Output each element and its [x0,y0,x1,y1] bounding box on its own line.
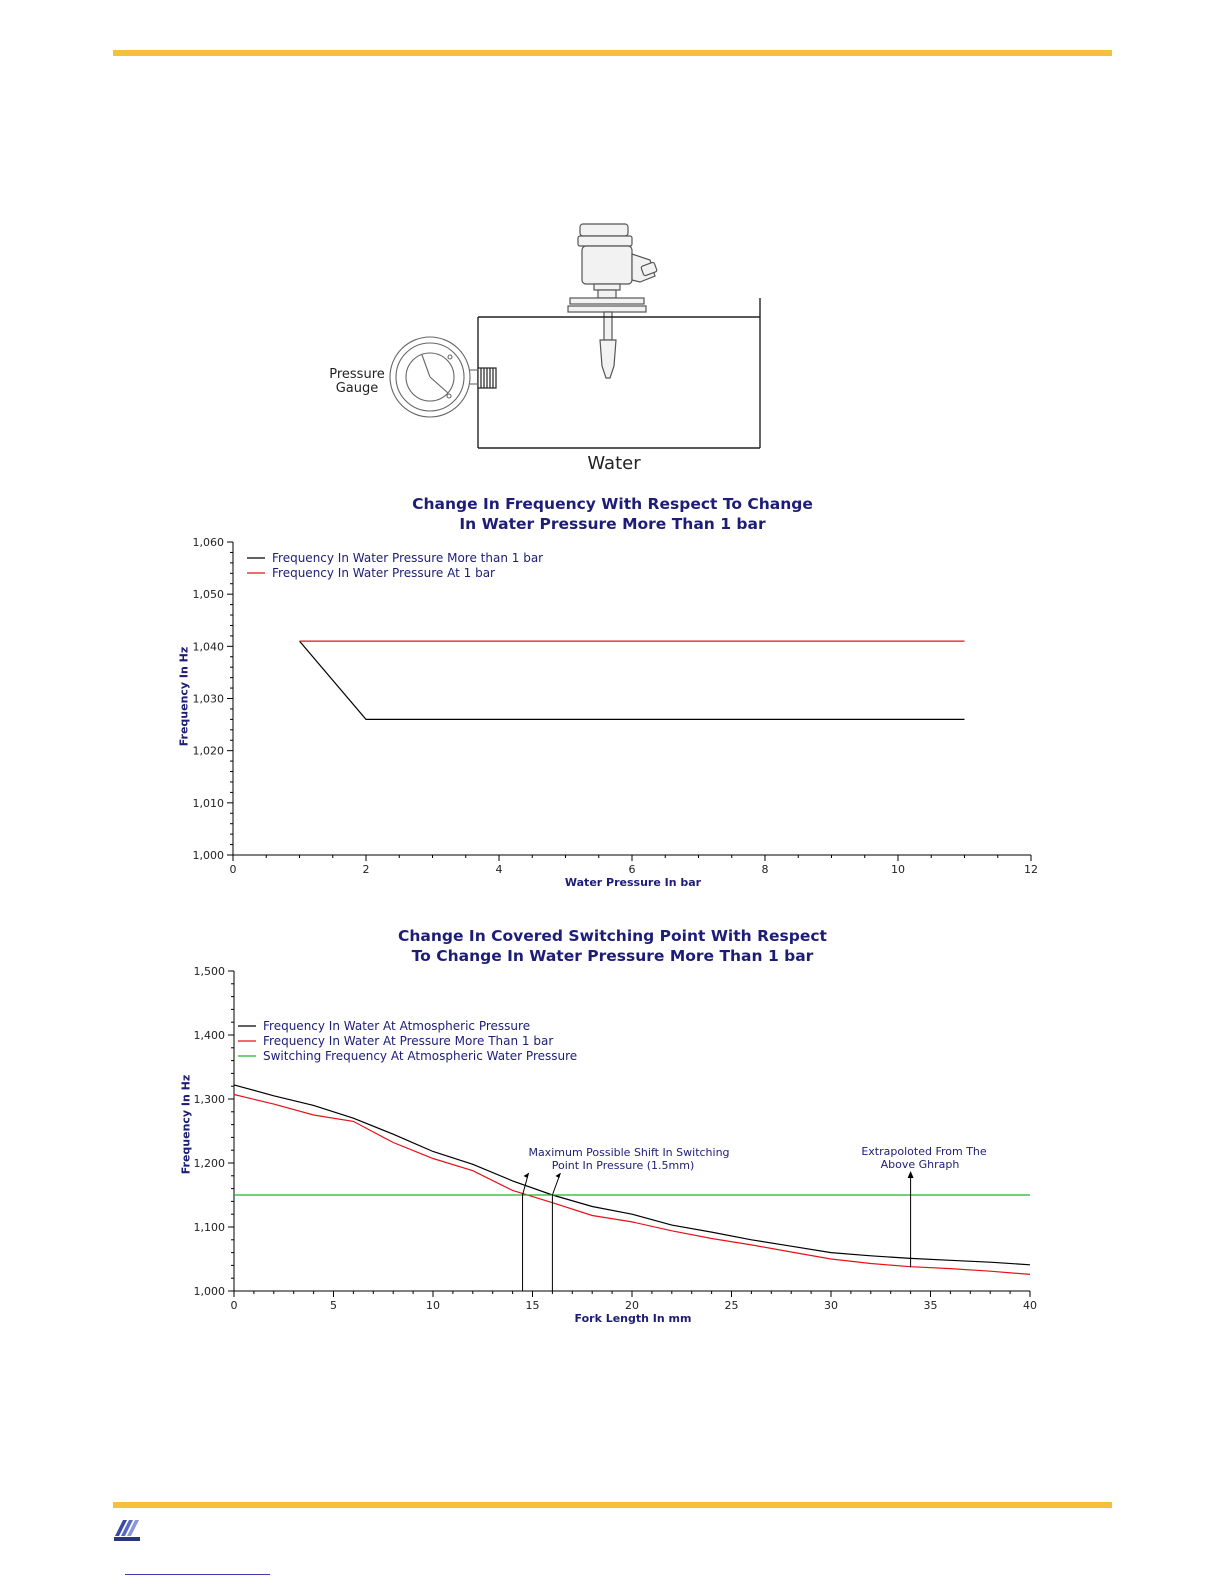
chart2-x-tick-label: 5 [330,1299,337,1312]
chart1-y-tick-label: 1,040 [192,640,224,654]
chart1-y-axis-label: Frequency In Hz [177,646,191,747]
chart2-legend-label-3: Switching Frequency At Atmospheric Water Pressure [263,1049,578,1063]
chart1-y-tick-label: 1,010 [192,796,224,810]
gauge-label-line1: Pressure [329,367,385,382]
gauge-label-line2: Gauge [335,381,379,396]
chart1-x-tick-label: 10 [891,863,905,876]
chart2-y-tick-label: 1,300 [193,1093,225,1106]
chart2-x-tick-label: 10 [426,1299,440,1312]
chart1-x-axis-label: Water Pressure In bar [564,876,702,889]
chart2-y-axis-label: Frequency In Hz [179,1074,193,1175]
chart1-title-line2: In Water Pressure More Than 1 bar [459,515,766,533]
chart1-x-tick-label: 12 [1024,863,1038,876]
chart2-x-tick-label: 30 [824,1299,838,1312]
chart1-x-tick-label: 8 [761,863,769,876]
chart2-legend-label-1: Frequency In Water At Atmospheric Pressure [263,1019,531,1033]
chart2-x-tick-label: 0 [230,1299,238,1312]
chart2-x-axis-label: Fork Length In mm [574,1312,692,1325]
chart2-x-tick-label: 35 [923,1299,938,1312]
chart1-legend-label-2: Frequency In Water Pressure At 1 bar [272,566,495,580]
chart2-y-tick-label: 1,100 [193,1221,225,1234]
chart1-y-tick-label: 1,000 [192,849,224,862]
chart1-y-tick-label: 1,030 [192,692,224,706]
chart2-y-tick-label: 1,500 [193,965,225,978]
chart2-annotation-shift-line1: Maximum Possible Shift In Switching [528,1146,730,1159]
chart1-y-tick-label: 1,020 [192,744,224,758]
chart2-x-tick-label: 40 [1023,1299,1037,1312]
chart2-y-tick-label: 1,200 [193,1157,225,1170]
company-logo-icon [113,1514,141,1542]
footer-link-underline[interactable] [125,1574,270,1575]
chart1-series-1-line [300,641,965,719]
chart1-title-line1: Change In Frequency With Respect To Change [412,495,813,513]
chart2-annotation-shift-line2: Point In Pressure (1.5mm) [551,1159,695,1172]
chart1-y-tick-label: 1,050 [192,588,224,602]
chart2-y-tick-label: 1,400 [193,1029,225,1042]
chart2-x-tick-label: 25 [724,1299,739,1312]
chart2-legend-label-2: Frequency In Water At Pressure More Than 1 bar [263,1034,554,1048]
chart2-y-tick-label: 1,000 [193,1285,225,1298]
chart2-annotation-extrapolated-line1: Extrapoloted From The [861,1145,987,1158]
chart1-legend-label-1: Frequency In Water Pressure More than 1 bar [272,551,544,565]
chart1-x-tick-label: 2 [362,863,370,876]
tank-label: Water [587,453,641,474]
chart1-y-tick-label: 1,060 [192,536,224,549]
chart1-x-tick-label: 0 [229,863,237,876]
bottom-accent-bar [113,1502,1112,1508]
chart1-x-tick-label: 6 [628,863,636,876]
chart1-x-tick-label: 4 [495,863,503,876]
chart2-x-tick-label: 20 [625,1299,639,1312]
chart2-x-tick-label: 15 [525,1299,540,1312]
chart2-title-line1: Change In Covered Switching Point With Respect [398,927,827,945]
chart2-title-line2: To Change In Water Pressure More Than 1 bar [411,947,814,965]
chart2-annotation-extrapolated-line2: Above Ghraph [880,1158,960,1171]
